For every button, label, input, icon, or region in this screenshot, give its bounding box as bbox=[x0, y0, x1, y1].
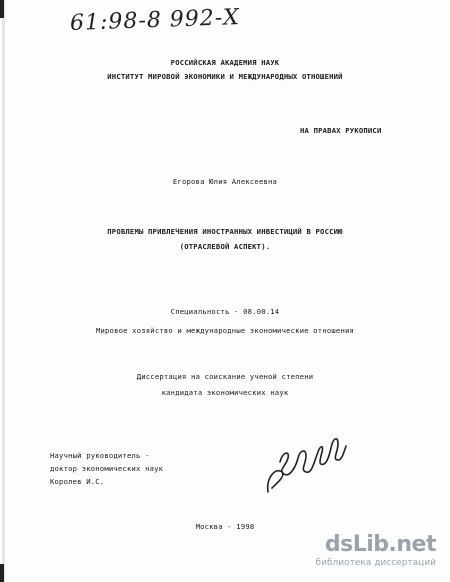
advisor-label: Научный руководитель - bbox=[50, 451, 150, 460]
watermark-caption: библиотека диссертаций bbox=[315, 558, 436, 568]
city-year: Москва - 1998 bbox=[195, 522, 255, 531]
scan-edge-mark bbox=[0, 0, 4, 18]
dissertation-subtitle: (ОТРАСЛЕВОЙ АСПЕКТ). bbox=[179, 242, 271, 251]
scan-edge-shadow bbox=[2, 0, 5, 582]
advisor-degree: доктор экономических наук bbox=[50, 464, 164, 473]
specialty-name: Мировое хозяйство и международные экономические отношения bbox=[95, 326, 355, 335]
rights-note: НА ПРАВАХ РУКОПИСИ bbox=[300, 126, 382, 135]
handwritten-catalog-code: 61:98-8 992-Х bbox=[69, 5, 241, 36]
signature-text: Егорова bbox=[262, 422, 267, 423]
institute-name: ИНСТИТУТ МИРОВОЙ ЭКОНОМИКИ И МЕЖДУНАРОДНЫХ ОТНОШЕНИЙ bbox=[107, 72, 343, 81]
watermark-site: dsLib.net bbox=[324, 532, 436, 557]
degree-line-1: Диссертация на соискание ученой степени bbox=[136, 372, 314, 381]
author-name: Егорова Юлия Алексеевна bbox=[172, 177, 278, 186]
scan-edge-mark bbox=[0, 564, 4, 582]
dslib-watermark bbox=[315, 532, 436, 572]
advisor-name: Королев И.С. bbox=[50, 477, 105, 486]
academy-name: РОССИЙСКАЯ АКАДЕМИЯ НАУК bbox=[170, 58, 280, 67]
specialty-code: Специальность - 08.00.14 bbox=[170, 307, 280, 316]
author-signature bbox=[262, 422, 352, 502]
degree-line-2: кандидата экономических наук bbox=[161, 388, 289, 397]
dissertation-title: ПРОБЛЕМЫ ПРИВЛЕЧЕНИЯ ИНОСТРАННЫХ ИНВЕСТИЦИЙ В РОССИЮ bbox=[107, 227, 343, 236]
